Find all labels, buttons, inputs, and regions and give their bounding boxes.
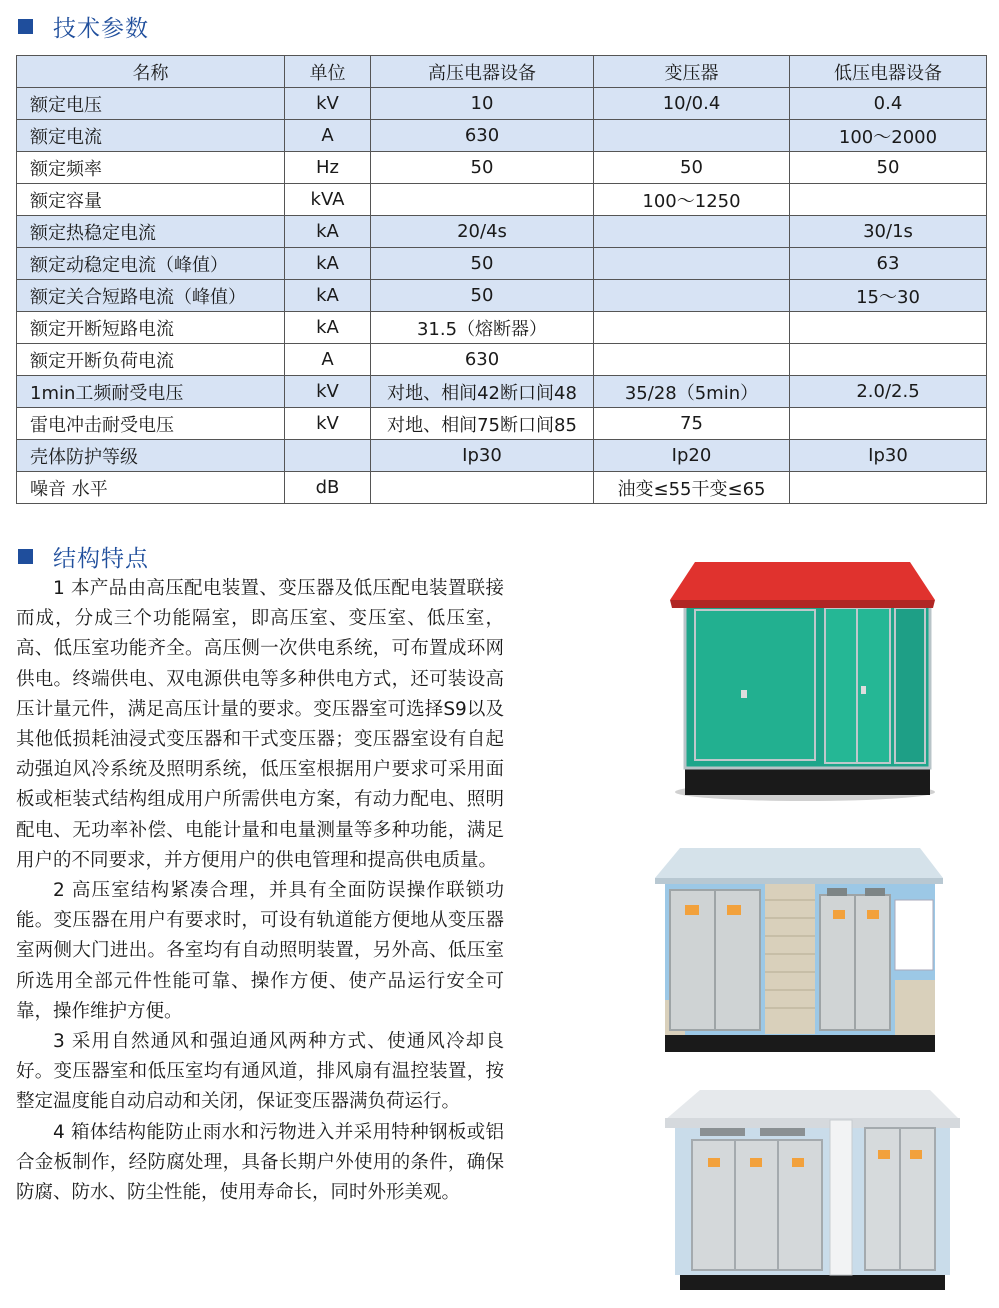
table-cell: Ip20 bbox=[594, 440, 790, 472]
table-cell bbox=[594, 120, 790, 152]
table-cell: Ip30 bbox=[790, 440, 987, 472]
table-cell bbox=[790, 312, 987, 344]
table-row bbox=[17, 376, 987, 408]
table-cell: 50 bbox=[790, 152, 987, 184]
table-cell: 75 bbox=[594, 408, 790, 440]
table-cell: 50 bbox=[371, 280, 594, 312]
table-row bbox=[17, 120, 987, 152]
column-header: 单位 bbox=[285, 56, 371, 88]
table-cell: 50 bbox=[371, 248, 594, 280]
table-cell: 50 bbox=[594, 152, 790, 184]
table-cell: 油变≤55干变≤65 bbox=[594, 472, 790, 504]
param-name-cell: 额定容量 bbox=[17, 184, 285, 216]
param-name-cell: 1min工频耐受电压 bbox=[17, 376, 285, 408]
table-row bbox=[17, 408, 987, 440]
param-name-cell: 额定电流 bbox=[17, 120, 285, 152]
table-row bbox=[17, 184, 987, 216]
table-cell bbox=[790, 184, 987, 216]
table-cell bbox=[285, 440, 371, 472]
table-cell: 630 bbox=[371, 120, 594, 152]
table-cell: kA bbox=[285, 280, 371, 312]
table-cell: 50 bbox=[371, 152, 594, 184]
table-cell: 0.4 bbox=[790, 88, 987, 120]
paragraph: 1 本产品由高压配电装置、变压器及低压配电装置联接而成，分成三个功能隔室，即高压室、变压室、低压室，高、低压室功能齐全。高压侧一次供电系统，可布置成环网供电。终端供电、双电源供电等多种供电方式，还可装设高压计量元件，满足高压计量的要求。变压器室可选择S9以及其他低损耗油浸式变压器和干式变压器；变压器室设有自起动强迫风冷系统及照明系统，低压室根据用户要求可采用面板或柜装式结构组成用户所需供电方案，有动力配电、照明配电、无功率补偿、电能计量和电量测量等多种功能，满足用户的不同要求，并方便用户的供电管理和提高供电质量。 bbox=[16, 578, 504, 871]
table-cell: 31.5（熔断器） bbox=[371, 312, 594, 344]
table-row bbox=[17, 152, 987, 184]
table-cell bbox=[594, 248, 790, 280]
section-header-tech-params bbox=[18, 10, 149, 43]
table-cell: 35/28（5min） bbox=[594, 376, 790, 408]
table-cell: Ip30 bbox=[371, 440, 594, 472]
param-name-cell: 额定开断负荷电流 bbox=[17, 344, 285, 376]
table-cell: A bbox=[285, 120, 371, 152]
table-cell: 对地、相间75断口间85 bbox=[371, 408, 594, 440]
table-cell: kVA bbox=[285, 184, 371, 216]
table-cell: Hz bbox=[285, 152, 371, 184]
table-row bbox=[17, 472, 987, 504]
table-cell: dB bbox=[285, 472, 371, 504]
column-header: 变压器 bbox=[594, 56, 790, 88]
column-header: 低压电器设备 bbox=[790, 56, 987, 88]
table-cell: 10/0.4 bbox=[594, 88, 790, 120]
table-cell bbox=[790, 344, 987, 376]
table-header-row bbox=[17, 56, 987, 88]
table-cell: kV bbox=[285, 376, 371, 408]
param-name-cell: 雷电冲击耐受电压 bbox=[17, 408, 285, 440]
param-name-cell: 额定关合短路电流（峰值） bbox=[17, 280, 285, 312]
column-header: 名称 bbox=[17, 56, 285, 88]
table-row bbox=[17, 248, 987, 280]
paragraph: 2 高压室结构紧凑合理，并具有全面防误操作联锁功能。变压器在用户有要求时，可设有轨道能方便地从变压器室两侧大门进出。各室均有自动照明装置，另外高、低压室所选用全部元件性能可靠、操作方便、使产品运行安全可靠，操作维护方便。 bbox=[16, 880, 504, 1022]
param-name-cell: 额定频率 bbox=[17, 152, 285, 184]
square-bullet-icon bbox=[18, 549, 33, 564]
param-name-cell: 噪音 水平 bbox=[17, 472, 285, 504]
table-cell bbox=[594, 216, 790, 248]
table-row bbox=[17, 344, 987, 376]
table-cell: kA bbox=[285, 216, 371, 248]
table-row bbox=[17, 280, 987, 312]
substation-photo-grey bbox=[660, 1080, 965, 1300]
table-row bbox=[17, 440, 987, 472]
table-cell: kV bbox=[285, 408, 371, 440]
table-cell: 100～1250 bbox=[594, 184, 790, 216]
param-name-cell: 额定动稳定电流（峰值） bbox=[17, 248, 285, 280]
section-header-structure bbox=[18, 540, 149, 573]
table-cell: 20/4s bbox=[371, 216, 594, 248]
section-title: 结构特点 bbox=[53, 546, 149, 572]
table-cell: 30/1s bbox=[790, 216, 987, 248]
table-cell: 63 bbox=[790, 248, 987, 280]
table-cell: 2.0/2.5 bbox=[790, 376, 987, 408]
table-cell bbox=[594, 280, 790, 312]
feature-description bbox=[16, 574, 504, 1208]
table-cell bbox=[790, 472, 987, 504]
table-cell bbox=[594, 312, 790, 344]
table-cell: 100～2000 bbox=[790, 120, 987, 152]
param-name-cell: 壳体防护等级 bbox=[17, 440, 285, 472]
spec-table bbox=[16, 55, 987, 504]
table-cell bbox=[594, 344, 790, 376]
table-cell: kV bbox=[285, 88, 371, 120]
table-cell: 15～30 bbox=[790, 280, 987, 312]
table-cell: kA bbox=[285, 312, 371, 344]
param-name-cell: 额定电压 bbox=[17, 88, 285, 120]
paragraph: 3 采用自然通风和强迫通风两种方式、使通风冷却良好。变压器室和低压室均有通风道，排风扇有温控装置，按整定温度能自动启动和关闭，保证变压器满负荷运行。 bbox=[16, 1031, 504, 1113]
column-header: 高压电器设备 bbox=[371, 56, 594, 88]
table-row bbox=[17, 216, 987, 248]
param-name-cell: 额定开断短路电流 bbox=[17, 312, 285, 344]
table-cell bbox=[371, 472, 594, 504]
table-cell bbox=[790, 408, 987, 440]
param-name-cell: 额定热稳定电流 bbox=[17, 216, 285, 248]
table-cell: kA bbox=[285, 248, 371, 280]
table-cell: A bbox=[285, 344, 371, 376]
table-cell: 10 bbox=[371, 88, 594, 120]
table-cell: 630 bbox=[371, 344, 594, 376]
section-title: 技术参数 bbox=[53, 16, 149, 42]
paragraph: 4 箱体结构能防止雨水和污物进入并采用特种钢板或铝合金板制作，经防腐处理，具备长期户外使用的条件，确保防腐、防水、防尘性能，使用寿命长，同时外形美观。 bbox=[16, 1121, 504, 1204]
square-bullet-icon bbox=[18, 19, 33, 34]
substation-photo-green bbox=[665, 560, 940, 805]
substation-photo-blue bbox=[655, 840, 945, 1060]
table-cell bbox=[371, 184, 594, 216]
table-row bbox=[17, 88, 987, 120]
table-cell: 对地、相间42断口间48 bbox=[371, 376, 594, 408]
table-row bbox=[17, 312, 987, 344]
